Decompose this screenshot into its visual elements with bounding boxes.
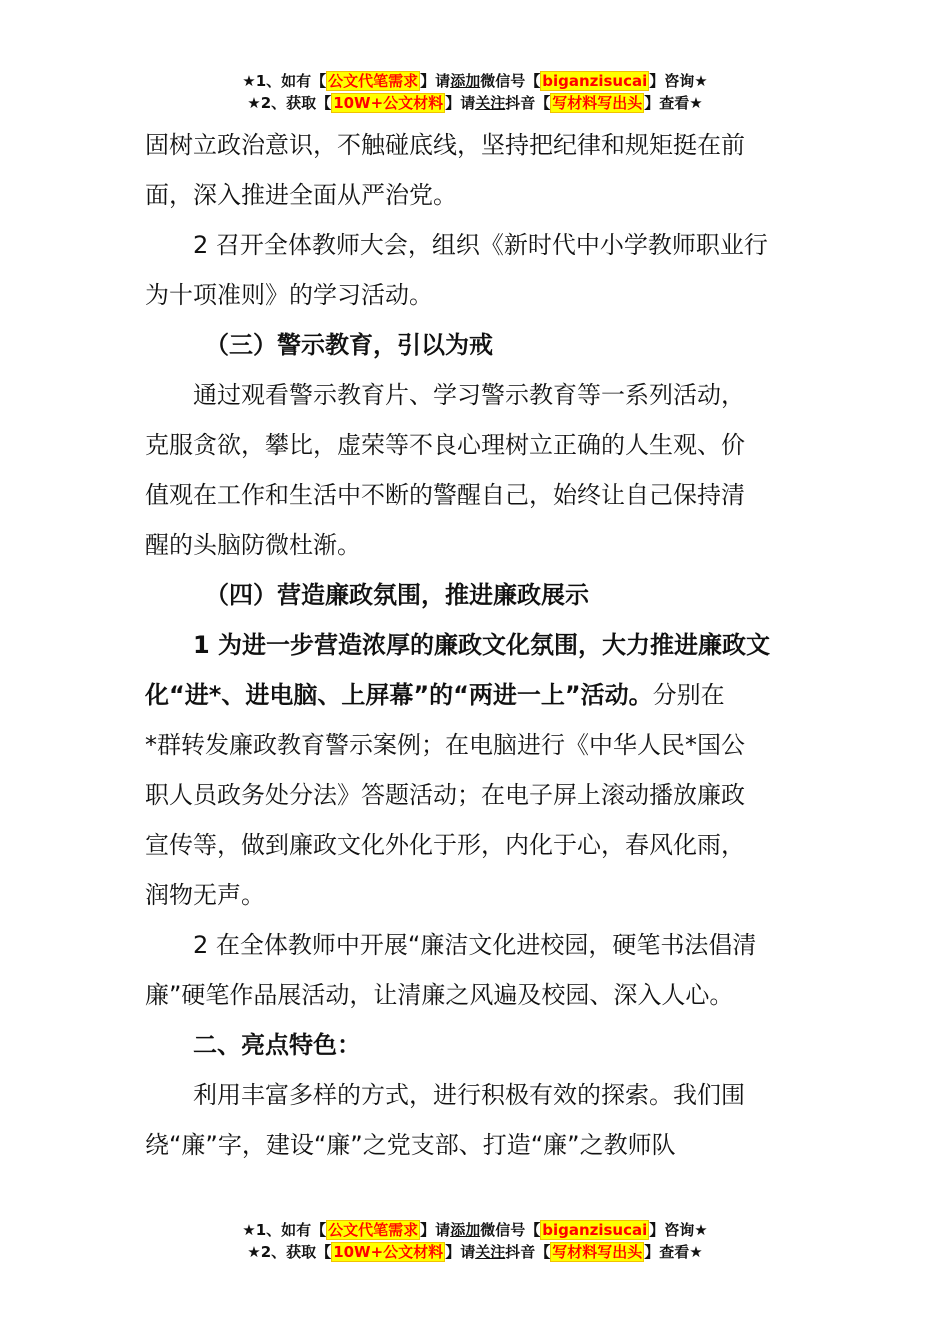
mixed-paragraph-line	[145, 670, 815, 720]
banner-text: 微信号【	[480, 1221, 541, 1239]
document-body	[145, 120, 815, 1170]
banner-text: ★1、如有【	[242, 1221, 327, 1239]
paragraph-line: 固树立政治意识，不触碰底线，坚持把纪律和规矩挺在前	[145, 131, 745, 159]
section-heading: （四）营造廉政氛围，推进廉政展示	[205, 581, 589, 609]
banner-line-2	[0, 92, 950, 114]
footer-banner	[0, 1219, 950, 1263]
banner-line-1	[0, 1219, 950, 1241]
banner-text: 微信号【	[480, 72, 541, 90]
banner-text: 抖音【	[505, 1243, 551, 1261]
paragraph-line: 2 召开全体教师大会，组织《新时代中小学教师职业行	[193, 231, 768, 259]
section-heading: （三）警示教育，引以为戒	[205, 331, 493, 359]
highlight-wechat-id: biganzisucai	[542, 72, 648, 90]
banner-text: 】咨询★	[649, 1221, 708, 1239]
bold-text: 化“进*、进电脑、上屏幕”的“两进一上”活动。	[145, 681, 653, 709]
underlined-text: 关注	[475, 94, 506, 112]
header-banner	[0, 70, 950, 114]
paragraph-line: 通过观看警示教育片、学习警示教育等一系列活动，	[193, 381, 745, 409]
paragraph-line: 利用丰富多样的方式，进行积极有效的探索。我们围	[193, 1081, 745, 1109]
banner-text: 】咨询★	[649, 72, 708, 90]
bold-paragraph-line: 1 为进一步营造浓厚的廉政文化氛围，大力推进廉政文	[193, 631, 771, 659]
paragraph-line: 绕“廉”字，建设“廉”之党支部、打造“廉”之教师队	[145, 1131, 676, 1159]
banner-text: 】请	[445, 94, 476, 112]
underlined-text: 关注	[475, 1243, 506, 1261]
highlight-materials: 10W+公文材料	[333, 1243, 444, 1261]
paragraph-line: 润物无声。	[145, 881, 265, 909]
banner-text: 】查看★	[644, 94, 703, 112]
highlight-wechat-id: biganzisucai	[542, 1221, 648, 1239]
paragraph-line: 值观在工作和生活中不断的警醒自己，始终让自己保持清	[145, 481, 745, 509]
paragraph-line: 醒的头脑防微杜渐。	[145, 531, 361, 559]
underlined-text: 添加	[450, 72, 481, 90]
banner-line-1	[0, 70, 950, 92]
highlight-douyin-id: 写材料写出头	[552, 94, 643, 112]
paragraph-line: 为十项准则》的学习活动。	[145, 281, 433, 309]
paragraph-line: 廉”硬笔作品展活动，让清廉之风遍及校园、深入人心。	[145, 981, 734, 1009]
paragraph-line: 2 在全体教师中开展“廉洁文化进校园，硬笔书法倡清	[193, 931, 757, 959]
highlight-materials: 10W+公文材料	[333, 94, 444, 112]
section-heading: 二、亮点特色：	[193, 1031, 361, 1059]
highlight-service: 公文代笔需求	[328, 72, 419, 90]
highlight-douyin-id: 写材料写出头	[552, 1243, 643, 1261]
banner-text: 】请	[420, 72, 451, 90]
paragraph-line: 职人员政务处分法》答题活动；在电子屏上滚动播放廉政	[145, 781, 745, 809]
paragraph-line: *群转发廉政教育警示案例；在电脑进行《中华人民*国公	[145, 731, 745, 759]
banner-text: ★2、获取【	[247, 1243, 332, 1261]
regular-text: 分别在	[652, 681, 725, 709]
paragraph-line: 克服贪欲，攀比，虚荣等不良心理树立正确的人生观、价	[145, 431, 745, 459]
paragraph-line: 面，深入推进全面从严治党。	[145, 181, 457, 209]
banner-text: 抖音【	[505, 94, 551, 112]
underlined-text: 添加	[450, 1221, 481, 1239]
highlight-service: 公文代笔需求	[328, 1221, 419, 1239]
banner-text: 】查看★	[644, 1243, 703, 1261]
banner-text: 】请	[420, 1221, 451, 1239]
paragraph-line: 宣传等，做到廉政文化外化于形，内化于心，春风化雨，	[145, 831, 745, 859]
banner-text: 】请	[445, 1243, 476, 1261]
banner-text: ★1、如有【	[242, 72, 327, 90]
banner-text: ★2、获取【	[247, 94, 332, 112]
banner-line-2	[0, 1241, 950, 1263]
